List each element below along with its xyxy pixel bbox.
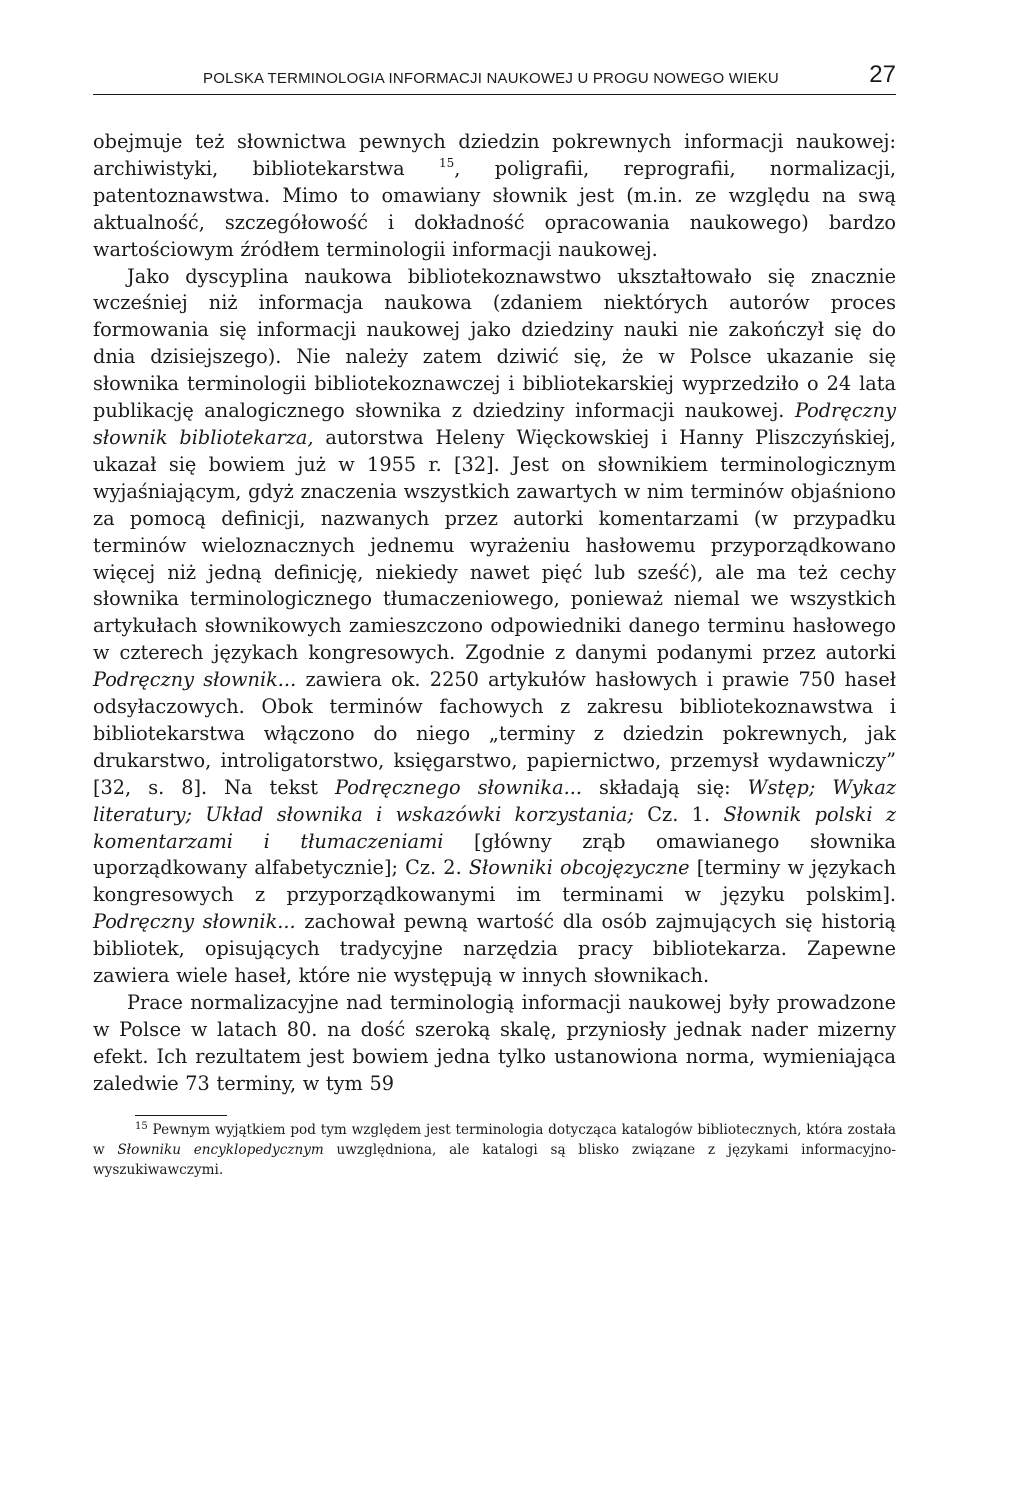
section-title-italic: Słownik polski z komentarzami i tłumaczeniami: [93, 802, 897, 853]
paragraph-3: Prace normalizacyjne nad terminologią informacji naukowej były prowadzone w Polsce w latach 80. na dość szeroką skalę, przyniosły jednak nader mizerny efekt. Ich rezultatem jest bowiem jedna tylko ustanowiona norma, wymieniająca zaledwie 73 terminy, w tym 59: [93, 991, 896, 1095]
book-title-reference: Podręczny słownik...: [93, 668, 297, 692]
section-list-italic: Wstęp; Wykaz literatury; Układ słownika i wskazówki korzystania;: [93, 775, 896, 826]
document-page: [93, 62, 896, 1180]
footnote-italic-title: Słowniku encyklopedycznym: [117, 1141, 324, 1158]
paragraph-2-text-d: składają się:: [581, 775, 748, 799]
section-title-italic: Słowniki obcojęzyczne: [468, 856, 690, 880]
footnote-separator: [135, 1115, 227, 1116]
running-header: [93, 62, 896, 95]
running-header-title: POLSKA TERMINOLOGIA INFORMACJI NAUKOWEJ U PROGU NOWEGO WIEKU: [203, 70, 779, 87]
paragraph-2-text-g: [terminy w językach kongresowych z przyporządkowanymi im terminami w języku polskim].: [93, 856, 896, 907]
paragraph-2: [93, 264, 896, 990]
paragraph-2-text-c: zawiera ok. 2250 artykułów hasłowych i prawie 750 haseł odsyłaczowych. Obok terminów fachowych z zakresu bibliotekoznawstwa i bibliotekarstwa włączono do niego „terminy z dziedzin pokrewnych, jak drukarstwo, introligatorstwo, księgarstwo, papiernictwo, przemysł wydawniczy” [32, s. 8]. Na tekst: [93, 668, 896, 799]
paragraph-1-text-b: , poligrafii, reprografii, normalizacji, patentoznawstwa. Mimo to omawiany słownik jest (m.in. ze względu na swą aktualność, szczegółowość i dokładność opracowania naukowego) bardzo wartościowym źródłem terminologii informacji naukowej.: [93, 156, 896, 261]
page-number: 27: [869, 61, 896, 88]
paragraph-2-text-e: Cz. 1.: [633, 802, 724, 826]
paragraph-2-text-h: zachował pewną wartość dla osób zajmujących się historią bibliotek, opisujących tradycyjne narzędzia pracy bibliotekarza. Zapewne zawiera wiele haseł, które nie występują w innych słownikach.: [93, 910, 896, 988]
footnote-text-a: Pewnym wyjątkiem pod tym względem jest terminologia dotycząca katalogów bibliotecznych, która została w: [93, 1121, 896, 1158]
paragraph-2-text-f: [główny zrąb omawianego słownika uporządkowany alfabetycznie]; Cz. 2.: [93, 829, 896, 880]
footnote-15: [93, 1120, 896, 1180]
paragraph-2-text-b: autorstwa Heleny Więckowskiej i Hanny Pliszczyńskiej, ukazał się bowiem już w 1955 r. [32]. Jest on słownikiem terminologicznym wyjaśniającym, gdyż znaczenia wszystkich zawartych w nim terminów objaśniono za pomocą definicji, nazwanych przez autorki komentarzami (w przypadku terminów wieloznacznych jednemu wyrażeniu hasłowemu przyporządkowano więcej niż jedną definicję, niekiedy nawet pięć lub sześć), ale ma też cechy słownika terminologicznego tłumaczeniowego, ponieważ niemal we wszystkich artykułach słownikowych zamieszczono odpowiedniki danego terminu hasłowego w czterech językach kongresowych. Zgodnie z danymi podanymi przez autorki: [93, 425, 896, 665]
footnote-reference-15: 15: [438, 155, 455, 170]
paragraph-2-text-a: Jako dyscyplina naukowa bibliotekoznawstwo ukształtowało się znacznie wcześniej niż informacja naukowa (zdaniem niektórych autorów proces formowania się informacji naukowej jako dziedziny nauki nie zakończył się do dnia dzisiejszego). Nie należy zatem dziwić się, że w Polsce ukazanie się słownika terminologii bibliotekoznawczej i bibliotekarskiej wyprzedziło o 24 lata publikację analogicznego słownika z dziedziny informacji naukowej.: [93, 264, 896, 423]
book-title-reference: Podręczny słownik...: [93, 910, 296, 934]
body-text: [93, 129, 896, 1098]
paragraph-1: [93, 129, 896, 264]
footnote-marker: 15: [135, 1120, 148, 1132]
book-title-reference: Podręcznego słownika...: [335, 775, 582, 799]
footnote-text-b: uwzględniona, ale katalogi są blisko związane z językami informacyjno-wyszukiwawczymi.: [93, 1141, 896, 1178]
book-title-reference: Podręczny słownik bibliotekarza,: [93, 399, 896, 449]
paragraph-1-text-a: obejmuje też słownictwa pewnych dziedzin pokrewnych informacji naukowej: archiwistyki, bibliotekarstwa: [93, 130, 896, 180]
footnote-text: [93, 1120, 896, 1180]
